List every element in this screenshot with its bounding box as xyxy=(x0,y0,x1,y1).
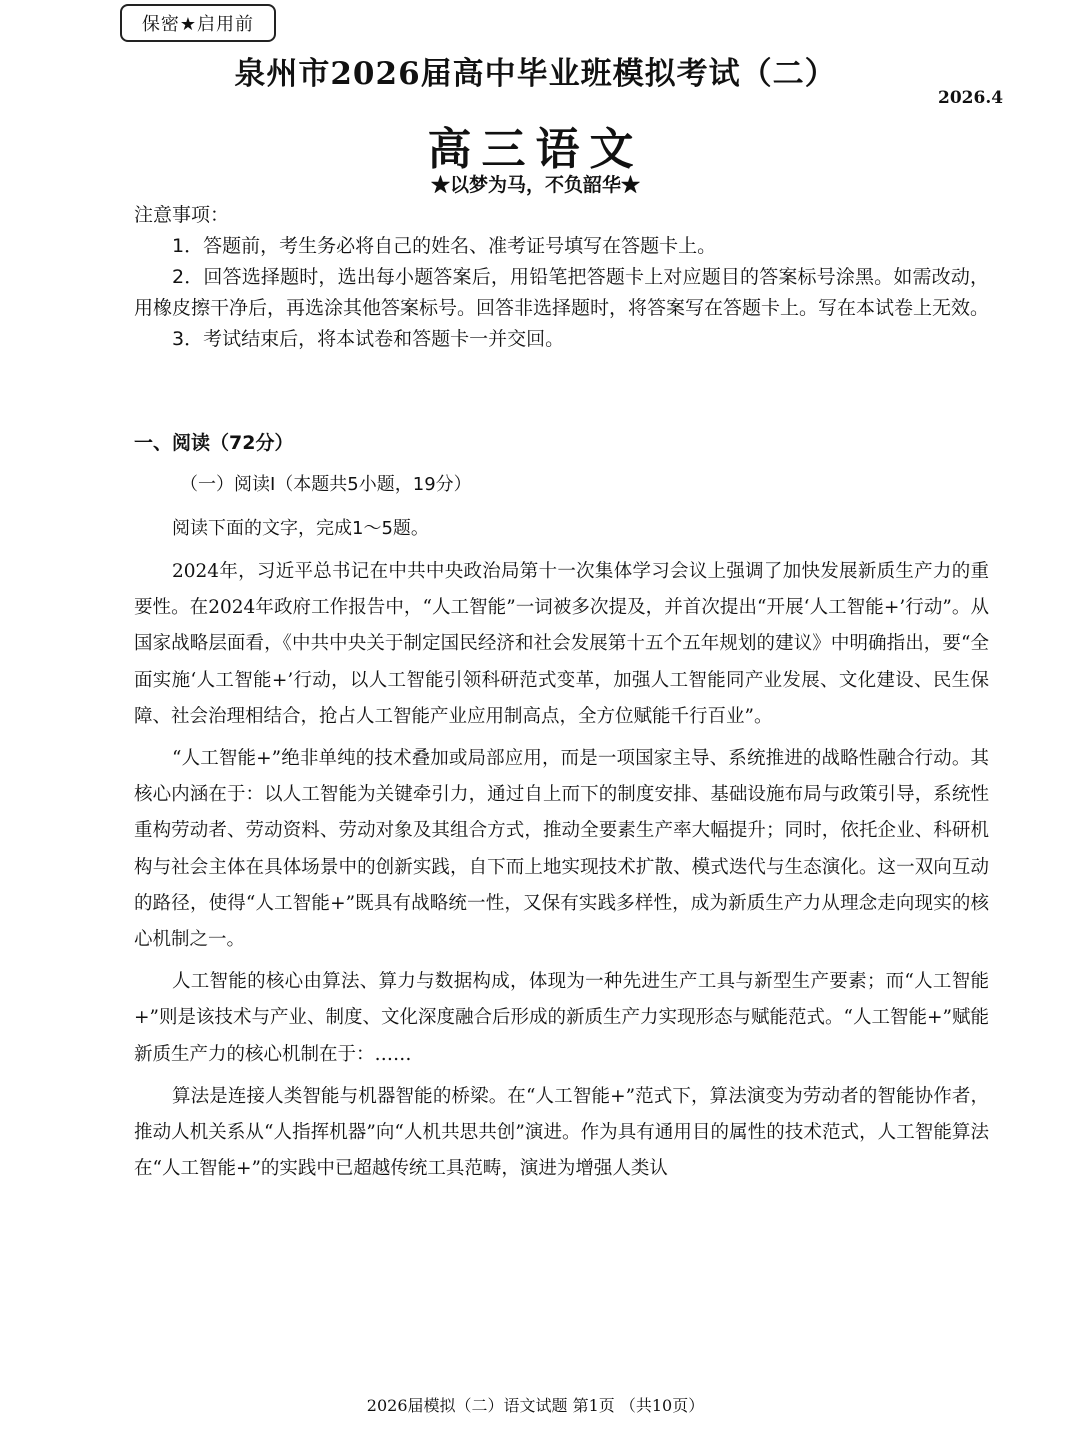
section-heading: 一、阅读（72分） xyxy=(134,432,294,454)
exam-title: 泉州市2026届高中毕业班模拟考试（二） xyxy=(234,56,837,92)
confidential-stamp: 保密★启用前 xyxy=(120,4,276,42)
notes-item: 2．回答选择题时，选出每小题答案后，用铅笔把答题卡上对应题目的答案标号涂黑。如需改动，用橡皮擦干净后，再选涂其他答案标号。回答非选择题时，将答案写在答题卡上。写在本试卷上无效。 xyxy=(134,266,990,319)
article-paragraph: 算法是连接人类智能与机器智能的桥梁。在“人工智能+”范式下，算法演变为劳动者的智能协作者，推动人机关系从“人指挥机器”向“人机共思共创”演进。作为具有通用目的属性的技术范式，人工智能算法在“人工智能+”的实践中已超越传统工具范畴，演进为增强人类认 xyxy=(134,1085,989,1180)
article-paragraph: 2024年，习近平总书记在中共中央政治局第十一次集体学习会议上强调了加快发展新质生产力的重要性。在2024年政府工作报告中，“人工智能”一词被多次提及，并首次提出“开展‘人工智能+’行动”。从国家战略层面看，《中共中央关于制定国民经济和社会发展第十五个五年规划的建议》中明确指出，要“全面实施‘人工智能+’行动，以人工智能引领科研范式变革，加强人工智能同产业发展、文化建设、民生保障、社会治理相结合，抢占人工智能产业应用制高点，全方位赋能千行百业”。 xyxy=(134,561,989,727)
notes-heading: 注意事项： xyxy=(134,204,230,226)
subject-title: 高三语文 xyxy=(427,124,644,175)
article-paragraph: 人工智能的核心由算法、算力与数据构成，体现为一种先进生产工具与新型生产要素；而“人工智能+”则是该技术与产业、制度、文化深度融合后形成的新质生产力实现形态与赋能范式。“人工智能+”赋能新质生产力的核心机制在于：…… xyxy=(134,971,989,1065)
page-footer: 2026届模拟（二）语文试题 第1页 （共10页） xyxy=(366,1396,705,1415)
motto: ★以梦为马，不负韶华★ xyxy=(430,174,640,196)
article-body xyxy=(134,554,989,1193)
notes-item: 3．考试结束后，将本试卷和答题卡一并交回。 xyxy=(172,328,565,350)
exam-date: 2026.4 xyxy=(938,88,1004,108)
reading-instruction: 阅读下面的文字，完成1～5题。 xyxy=(172,518,429,539)
notes-item: 1．答题前，考生务必将自己的姓名、准考证号填写在答题卡上。 xyxy=(172,235,717,257)
article-paragraph: “人工智能+”绝非单纯的技术叠加或局部应用，而是一项国家主导、系统推进的战略性融合行动。其核心内涵在于：以人工智能为关键牵引力，通过自上而下的制度安排、基础设施布局与政策引导，系统性重构劳动者、劳动资料、劳动对象及其组合方式，推动全要素生产率大幅提升；同时，依托企业、科研机构与社会主体在具体场景中的创新实践，自下而上地实现技术扩散、模式迭代与生态演化。这一双向互动的路径，使得“人工智能+”既具有战略统一性，又保有实践多样性，成为新质生产力从理念走向现实的核心机制之一。 xyxy=(134,748,989,951)
notes-block xyxy=(134,200,989,355)
subsection-heading: （一）阅读I（本题共5小题，19分） xyxy=(180,474,472,495)
